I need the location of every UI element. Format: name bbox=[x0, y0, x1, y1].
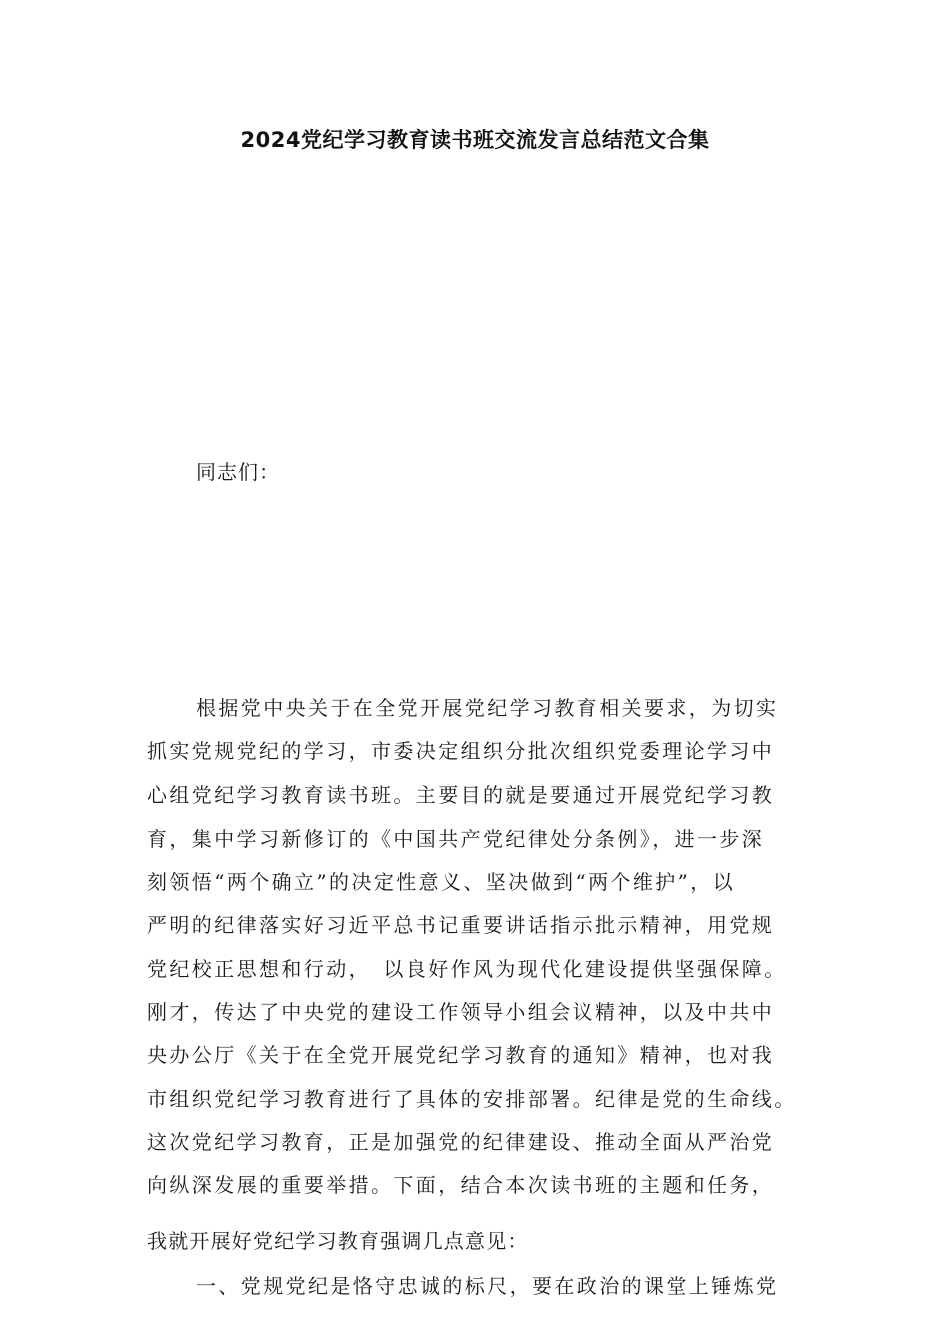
paragraph-line: 根据党中央关于在全党开展党纪学习教育相关要求，为切实 bbox=[196, 696, 779, 720]
paragraph-line: 心组党纪学习教育读书班。主要目的就是要通过开展党纪学习教 bbox=[147, 783, 775, 807]
paragraph-line: 抓实党规党纪的学习，市委决定组织分批次组织党委理论学习中 bbox=[147, 739, 775, 763]
paragraph-line: 育，集中学习新修订的《中国共产党纪律处分条例》，进一步深 bbox=[147, 827, 765, 851]
paragraph-line: 刚才，传达了中央党的建设工作领导小组会议精神，以及中共中 bbox=[147, 1000, 775, 1024]
paragraph-line: 市组织党纪学习教育进行了具体的安排部署。纪律是党的生命线。 bbox=[147, 1087, 797, 1111]
section-heading-line: 一、党规党纪是恪守忠诚的标尺，要在政治的课堂上锤炼党 bbox=[196, 1274, 779, 1298]
paragraph-line: 向纵深发展的重要举措。下面，结合本次读书班的主题和任务， bbox=[147, 1173, 775, 1197]
paragraph-line: 央办公厅《关于在全党开展党纪学习教育的通知》精神，也对我 bbox=[147, 1043, 775, 1067]
paragraph-line: 我就开展好党纪学习教育强调几点意见： bbox=[147, 1229, 529, 1253]
document-title: 2024党纪学习教育读书班交流发言总结范文合集 bbox=[240, 128, 710, 152]
paragraph-line: 严明的纪律落实好习近平总书记重要讲话指示批示精神，用党规 bbox=[147, 913, 775, 937]
paragraph-line: 这次党纪学习教育，正是加强党的纪律建设、推动全面从严治党 bbox=[147, 1130, 775, 1154]
salutation: 同志们： bbox=[196, 460, 280, 484]
paragraph-line: 刻领悟“两个确立”的决定性意义、坚决做到“两个维护”，以 bbox=[147, 870, 736, 894]
paragraph-line: 党纪校正思想和行动， 以良好作风为现代化建设提供坚强保障。 bbox=[147, 957, 787, 981]
